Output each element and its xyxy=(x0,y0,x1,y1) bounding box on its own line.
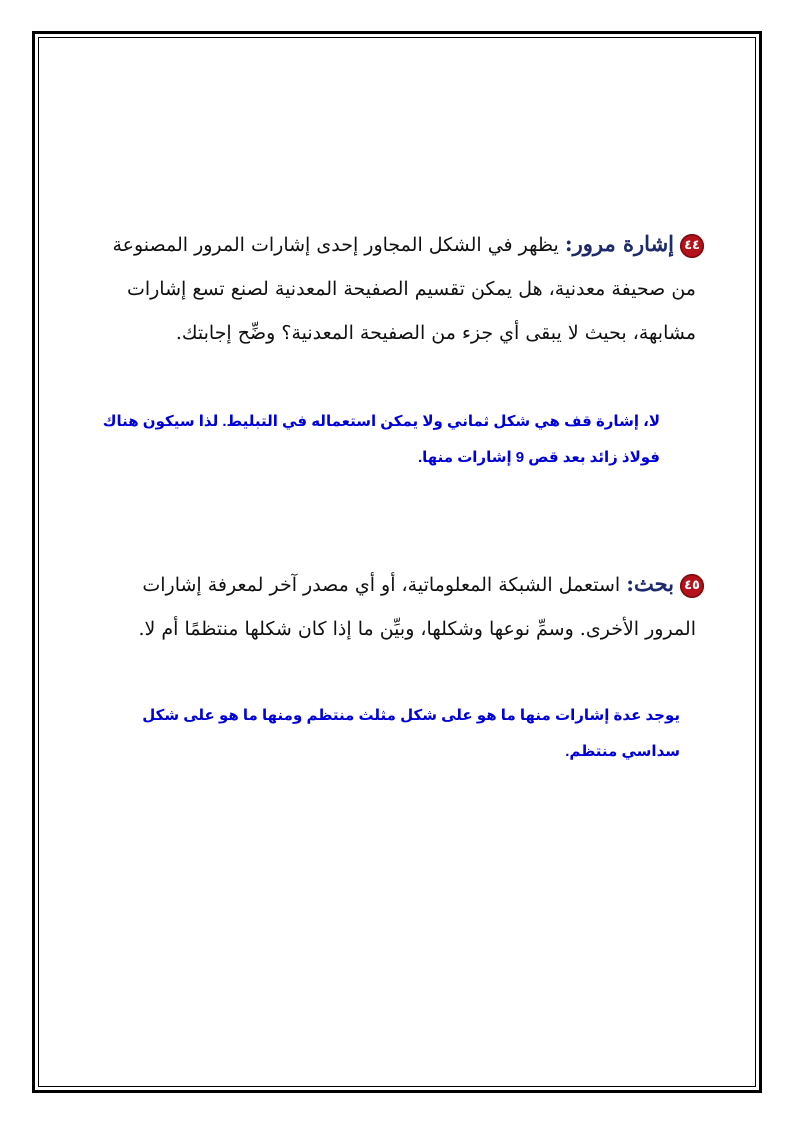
problem-45 xyxy=(84,562,704,651)
problem-number-badge: ٤٤ xyxy=(680,234,704,258)
answer-text: سداسي منتظم. xyxy=(565,743,680,760)
problem-term: بحث: xyxy=(626,571,674,596)
problem-44 xyxy=(84,222,704,355)
problem-text: استعمل الشبكة المعلوماتية، أو أي مصدر آخر لمعرفة إشارات xyxy=(142,574,621,596)
answer-44 xyxy=(100,404,660,476)
answer-text: لا، إشارة قف هي شكل ثماني ولا يمكن استعماله في التبليط. لذا سيكون هناك xyxy=(102,413,660,430)
problem-44-line-1 xyxy=(84,222,704,267)
problem-text: يظهر في الشكل المجاور إحدى إشارات المرور المصنوعة xyxy=(112,234,559,256)
problem-number-badge: ٤٥ xyxy=(680,574,704,598)
problem-45-line-1 xyxy=(84,562,704,607)
problem-text: المرور الأخرى. وسمِّ نوعها وشكلها، وبيِّن ما إذا كان شكلها منتظمًا أم لا. xyxy=(138,618,696,640)
problem-text: مشابهة، بحيث لا يبقى أي جزء من الصفيحة المعدنية؟ وضِّح إجابتك. xyxy=(175,322,696,344)
answer-45 xyxy=(100,698,680,770)
problem-text: من صحيفة معدنية، هل يمكن تقسيم الصفيحة المعدنية لصنع تسع إشارات xyxy=(126,278,696,300)
answer-text: فولاذ زائد بعد قص 9 إشارات منها. xyxy=(417,449,660,466)
answer-text: يوجد عدة إشارات منها ما هو على شكل مثلث منتظم ومنها ما هو على شكل xyxy=(142,707,680,724)
problem-term: إشارة مرور: xyxy=(564,231,674,256)
